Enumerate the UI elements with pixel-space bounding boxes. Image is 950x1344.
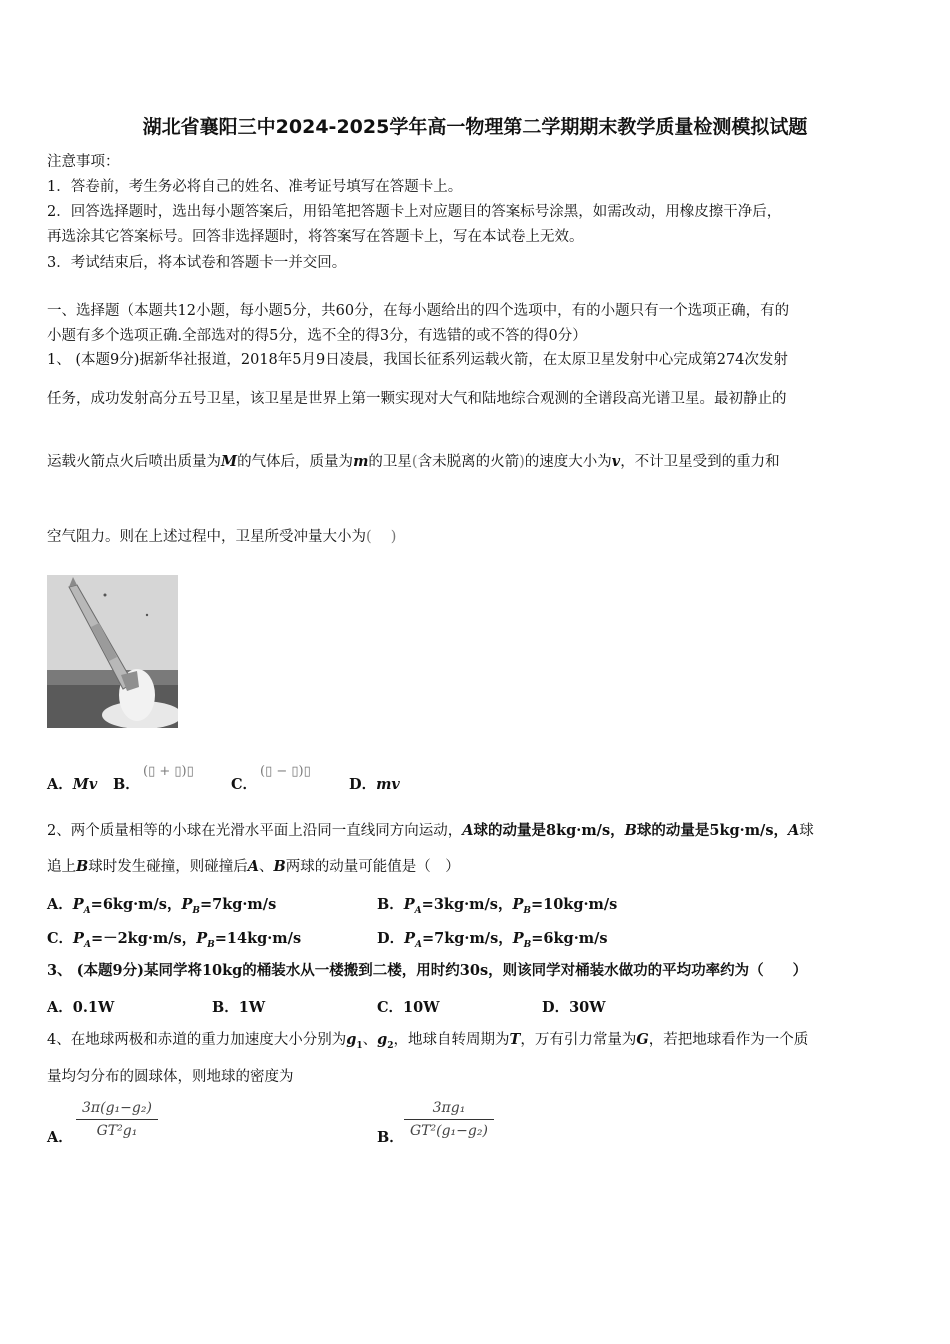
option-value: 7kg·m/s: [212, 896, 277, 913]
q4-option-b-formula: [404, 1100, 494, 1139]
q2-text-part: 追上: [47, 859, 76, 875]
option-label: D．: [377, 930, 405, 947]
option-value: 14kg·m/s: [226, 930, 302, 947]
section-heading-line: 小题有多个选项正确.全部选对的得5分，选不全的得3分，有选错的或不答的得0分）: [47, 328, 587, 344]
option-label: A．: [47, 896, 73, 913]
option-label: D．: [349, 776, 377, 793]
q2-option-b[interactable]: B．$P_A=3kg\cdot m/s$，$P_B=10kg\cdot m/s$: [377, 896, 618, 916]
q1-text-line3: [47, 452, 780, 472]
q2-text-line1: [47, 821, 814, 841]
subscript: 2: [387, 1040, 394, 1051]
var-A: A: [247, 858, 260, 875]
var-G: G: [636, 1031, 649, 1048]
notice-item: 3．考试结束后，将本试卷和答题卡一并交回。: [47, 255, 347, 271]
section-heading-line: 一、选择题（本题共12小题，每小题5分，共60分，在每小题给出的四个选项中，有的小题只有一个选项正确，有的: [47, 303, 790, 319]
var-v: v: [611, 453, 621, 470]
q2-text-line2: [47, 857, 460, 877]
paren-close: ): [519, 454, 525, 470]
q4-text-part: 4、在地球两极和赤道的重力加速度大小分别为: [47, 1032, 347, 1048]
page-title: 湖北省襄阳三中2024-2025学年高一物理第二学期期末教学质量检测模拟试题: [142, 116, 808, 138]
q4-text-line1: [47, 1030, 808, 1056]
q2-text-part: 球: [799, 823, 814, 839]
fraction-denominator: GT²(g₁−g₂): [410, 1123, 488, 1139]
q2-text-part: 2、两个质量相等的小球在光滑水平面上沿同一直线同方向运动，: [47, 823, 463, 839]
var-M: M: [221, 453, 238, 470]
option-label: B．: [113, 776, 140, 793]
option-label: A．: [47, 776, 73, 793]
q1-text: 1、 (本题9分)据新华社报道，2018年5月9日凌晨，我国长征系列运载火箭，在太原卫星发射中心完成第274次发射: [47, 352, 788, 368]
var-g: g: [377, 1031, 388, 1048]
q4-text-part: ，地球自转周期为: [393, 1032, 510, 1048]
q4-option-a-formula: [76, 1100, 158, 1139]
q3-option-b[interactable]: B．1W: [212, 999, 266, 1016]
q4-text: 量均匀分布的圆球体，则地球的密度为: [47, 1069, 294, 1085]
q2-text-part: 两球的动量可能值是（ ）: [285, 859, 460, 875]
rocket-photo: [47, 575, 178, 728]
var-B: B: [624, 822, 637, 839]
q4-option-b[interactable]: [377, 1126, 404, 1147]
option-value: 6kg·m/s: [543, 930, 608, 947]
q1-text-part: ，不计卫星受到的重力和: [620, 454, 780, 470]
q4-text-part: ，若把地球看作为一个质: [648, 1032, 809, 1048]
var-g: g: [346, 1031, 357, 1048]
q1-option-a[interactable]: [47, 773, 97, 794]
option-label: C．: [47, 930, 74, 947]
q2-option-d[interactable]: D．$P_A=7kg\cdot m/s$，$P_B=6kg\cdot m/s$: [377, 930, 608, 950]
notice-item: 2．回答选择题时，选出每小题答案后，用铅笔把答题卡上对应题目的答案标号涂黑，如需改动，用橡皮擦干净后，: [47, 204, 782, 220]
q1-option-c-formula: (▯ − ▯)▯: [260, 764, 311, 779]
var-m: m: [353, 453, 369, 470]
q4-text-part: ，万有引力常量为: [520, 1032, 637, 1048]
q4-text-part: 、: [362, 1032, 378, 1048]
notice-item: 1．答卷前，考生务必将自己的姓名、准考证号填写在答题卡上。: [47, 179, 463, 195]
option-value: 6kg·m/s: [102, 896, 167, 913]
var-B: B: [273, 858, 286, 875]
q1-text-part: 运载火箭点火后喷出质量为: [47, 454, 221, 470]
q1-text-line4: [47, 527, 396, 547]
var-T: T: [509, 1031, 521, 1048]
var-A: A: [462, 822, 474, 839]
q1-option-d[interactable]: [349, 773, 400, 794]
q3-option-a[interactable]: A．0.1W: [47, 999, 115, 1016]
paren-open: (: [411, 454, 418, 470]
fraction-numerator: 3π(g₁−g₂): [76, 1100, 158, 1120]
notice-heading: 注意事项：: [47, 154, 120, 170]
q1-text-part: 的速度大小为: [524, 454, 612, 470]
option-value: 10kg·m/s: [543, 896, 618, 913]
q2-text-part: 球时发生碰撞，则碰撞后: [88, 859, 248, 875]
fraction-numerator: 3πg₁: [404, 1100, 494, 1120]
subscript: 1: [356, 1040, 363, 1051]
q1-option-c[interactable]: [231, 773, 257, 794]
option-value: 3kg·m/s: [433, 896, 498, 913]
q2-option-c[interactable]: C．$P_A=-2kg\cdot m/s$，$P_B=14kg\cdot m/s$: [47, 930, 302, 950]
answer-paren: ( ): [366, 529, 397, 545]
option-value: 7kg·m/s: [434, 930, 499, 947]
option-label: B．: [377, 1129, 404, 1146]
option-label: A．: [47, 1129, 73, 1146]
q1-text: 任务，成功发射高分五号卫星，该卫星是世界上第一颗实现对大气和陆地综合观测的全谱段高光谱卫星。最初静止的: [47, 391, 787, 407]
q3-option-c[interactable]: C．10W: [377, 999, 440, 1016]
q1-option-b[interactable]: [113, 773, 140, 794]
option-value: mv: [376, 776, 400, 793]
q1-text-part: 的气体后，质量为: [237, 454, 354, 470]
var-A: A: [788, 822, 800, 839]
option-label: C．: [231, 776, 258, 793]
option-value: Mv: [72, 776, 98, 793]
q2-option-a[interactable]: A．$P_A=6kg\cdot m/s$，$P_B=7kg\cdot m/s$: [47, 896, 277, 916]
q2-text-part: 球的动量是5kg·m/s，: [636, 822, 789, 839]
fraction-denominator: GT²g₁: [96, 1123, 138, 1139]
option-value: －2kg·m/s: [103, 930, 182, 947]
rocket-illustration: [47, 575, 178, 728]
option-label: B．: [377, 896, 404, 913]
var-B: B: [76, 858, 89, 875]
q1-text-part: 含未脱离的火箭: [417, 454, 520, 470]
q3-option-d[interactable]: D．30W: [542, 999, 606, 1016]
notice-item: 再选涂其它答案标号。回答非选择题时，将答案写在答题卡上，写在本试卷上无效。: [47, 229, 584, 245]
q1-text-part: 的卫星: [368, 454, 412, 470]
q4-option-a[interactable]: [47, 1126, 73, 1147]
q1-option-b-formula: (▯ + ▯)▯: [143, 764, 194, 779]
q2-text-part: 、: [259, 859, 274, 875]
q1-text-part: 空气阻力。则在上述过程中，卫星所受冲量大小为: [47, 529, 366, 545]
q3-text: 3、 (本题9分)某同学将10kg的桶装水从一楼搬到二楼，用时约30s，则该同学对桶装水做功的平均功率约为（ ）: [47, 962, 808, 979]
q2-text-part: 球的动量是8kg·m/s，: [473, 822, 625, 839]
